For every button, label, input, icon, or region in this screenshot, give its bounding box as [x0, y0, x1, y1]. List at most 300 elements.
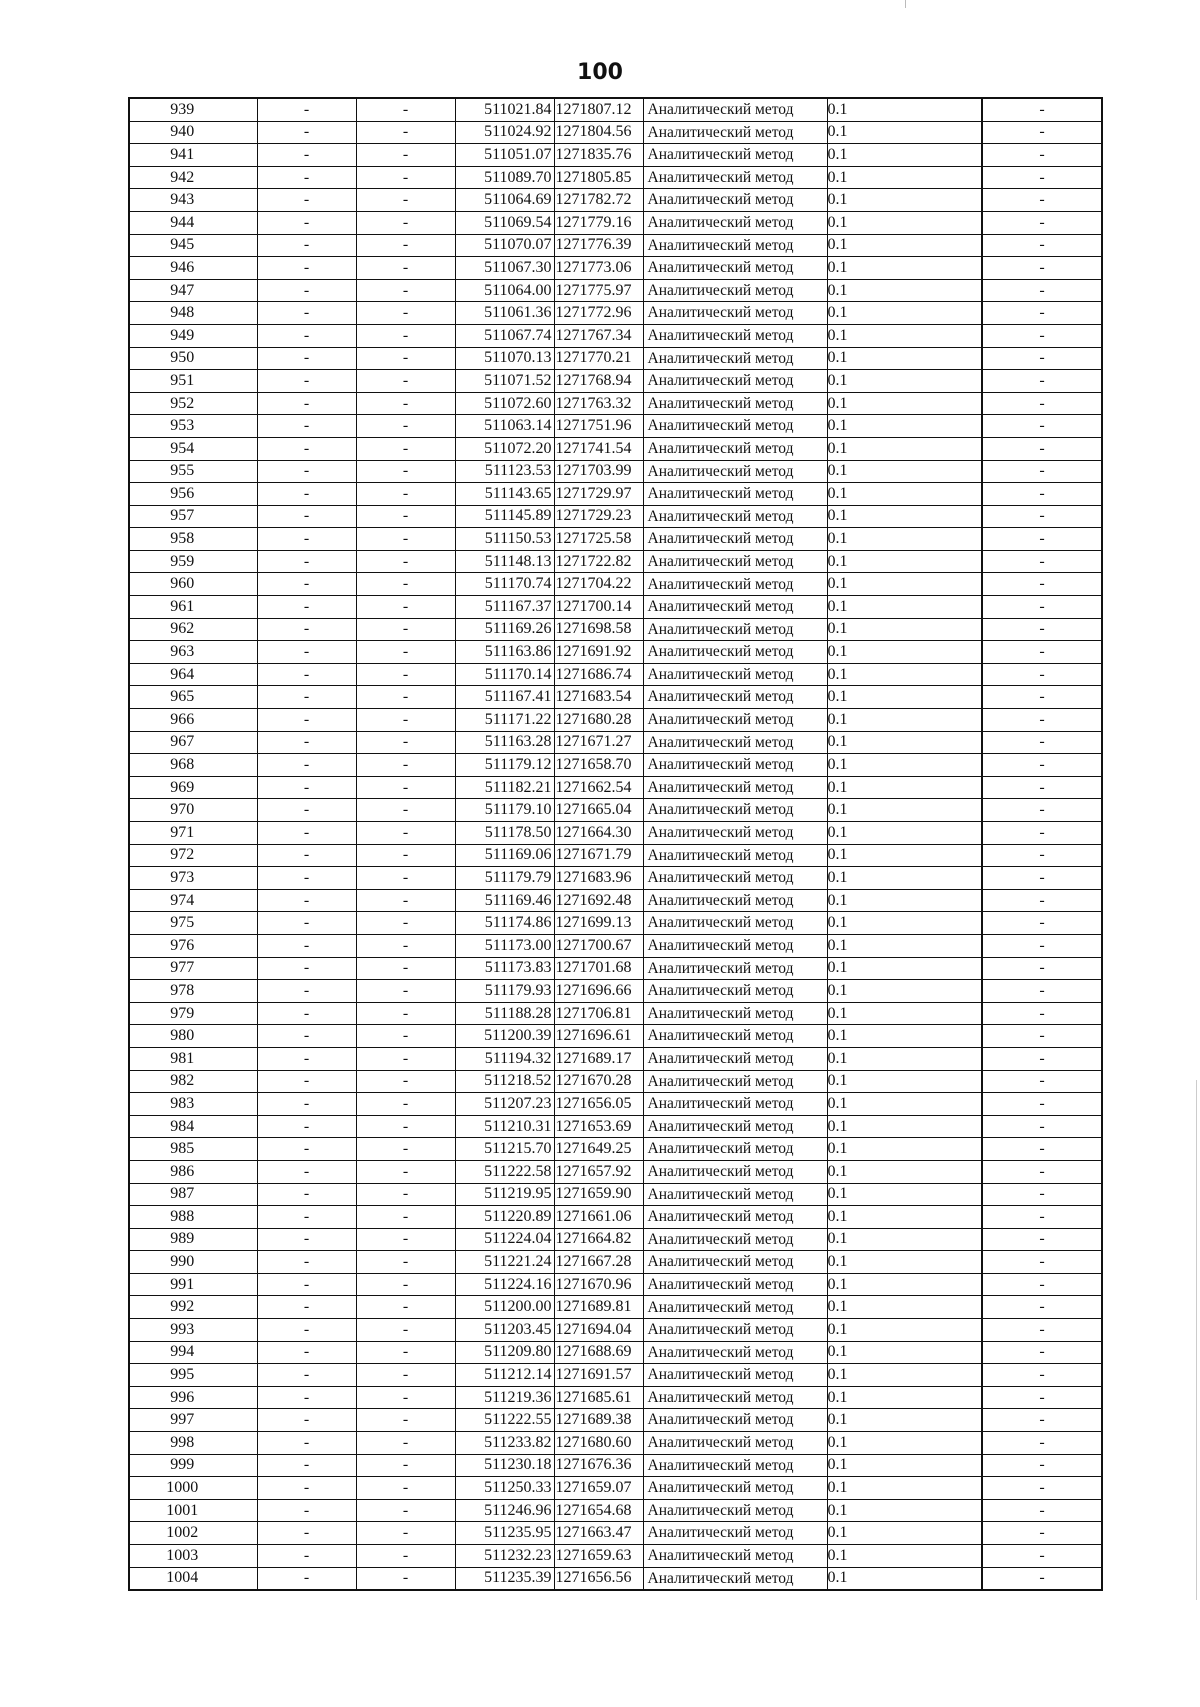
col-dash-1-cell: - [257, 1319, 356, 1342]
y-coordinate-cell: 1271700.14 [554, 596, 643, 619]
col-dash-2-cell: - [356, 799, 455, 822]
method-cell: Аналитический метод [643, 189, 827, 212]
table-row [129, 437, 1102, 460]
x-coordinate-cell: 511063.14 [455, 415, 554, 438]
accuracy-cell: 0.1 [827, 822, 982, 845]
col-dash-2-cell: - [356, 460, 455, 483]
y-coordinate-cell: 1271649.25 [554, 1138, 643, 1161]
col-dash-2-cell: - [356, 618, 455, 641]
x-coordinate-cell: 511179.10 [455, 799, 554, 822]
col-dash-3-cell: - [982, 1499, 1102, 1522]
x-coordinate-cell: 511188.28 [455, 1002, 554, 1025]
x-coordinate-cell: 511235.39 [455, 1567, 554, 1590]
col-dash-3-cell: - [982, 1160, 1102, 1183]
col-dash-2-cell: - [356, 1567, 455, 1590]
table-row [129, 279, 1102, 302]
col-dash-3-cell: - [982, 596, 1102, 619]
col-dash-2-cell: - [356, 415, 455, 438]
method-cell: Аналитический метод [643, 1002, 827, 1025]
col-dash-1-cell: - [257, 1296, 356, 1319]
col-dash-1-cell: - [257, 460, 356, 483]
point-number-cell: 953 [129, 415, 257, 438]
method-cell: Аналитический метод [643, 1228, 827, 1251]
col-dash-3-cell: - [982, 1138, 1102, 1161]
col-dash-1-cell: - [257, 1002, 356, 1025]
col-dash-2-cell: - [356, 1477, 455, 1500]
col-dash-2-cell: - [356, 211, 455, 234]
col-dash-2-cell: - [356, 1522, 455, 1545]
table-row [129, 844, 1102, 867]
x-coordinate-cell: 511235.95 [455, 1522, 554, 1545]
accuracy-cell: 0.1 [827, 980, 982, 1003]
col-dash-3-cell: - [982, 437, 1102, 460]
col-dash-2-cell: - [356, 528, 455, 551]
accuracy-cell: 0.1 [827, 596, 982, 619]
method-cell: Аналитический метод [643, 1160, 827, 1183]
col-dash-1-cell: - [257, 934, 356, 957]
accuracy-cell: 0.1 [827, 731, 982, 754]
col-dash-2-cell: - [356, 596, 455, 619]
col-dash-3-cell: - [982, 1002, 1102, 1025]
col-dash-3-cell: - [982, 166, 1102, 189]
x-coordinate-cell: 511182.21 [455, 776, 554, 799]
x-coordinate-cell: 511067.74 [455, 324, 554, 347]
col-dash-2-cell: - [356, 776, 455, 799]
x-coordinate-cell: 511069.54 [455, 211, 554, 234]
table-row [129, 1409, 1102, 1432]
x-coordinate-cell: 511220.89 [455, 1206, 554, 1229]
y-coordinate-cell: 1271779.16 [554, 211, 643, 234]
y-coordinate-cell: 1271680.28 [554, 709, 643, 732]
y-coordinate-cell: 1271804.56 [554, 121, 643, 144]
accuracy-cell: 0.1 [827, 550, 982, 573]
col-dash-3-cell: - [982, 550, 1102, 573]
accuracy-cell: 0.1 [827, 799, 982, 822]
table-row [129, 618, 1102, 641]
col-dash-2-cell: - [356, 234, 455, 257]
x-coordinate-cell: 511067.30 [455, 257, 554, 280]
accuracy-cell: 0.1 [827, 957, 982, 980]
accuracy-cell: 0.1 [827, 754, 982, 777]
col-dash-2-cell: - [356, 731, 455, 754]
col-dash-2-cell: - [356, 483, 455, 506]
col-dash-2-cell: - [356, 709, 455, 732]
col-dash-2-cell: - [356, 324, 455, 347]
col-dash-1-cell: - [257, 1409, 356, 1432]
col-dash-2-cell: - [356, 1228, 455, 1251]
point-number-cell: 962 [129, 618, 257, 641]
point-number-cell: 948 [129, 302, 257, 325]
col-dash-2-cell: - [356, 1115, 455, 1138]
method-cell: Аналитический метод [643, 121, 827, 144]
table-row [129, 1567, 1102, 1590]
col-dash-3-cell: - [982, 663, 1102, 686]
col-dash-2-cell: - [356, 1409, 455, 1432]
point-number-cell: 988 [129, 1206, 257, 1229]
accuracy-cell: 0.1 [827, 189, 982, 212]
col-dash-1-cell: - [257, 550, 356, 573]
col-dash-2-cell: - [356, 867, 455, 890]
x-coordinate-cell: 511218.52 [455, 1070, 554, 1093]
method-cell: Аналитический метод [643, 234, 827, 257]
col-dash-2-cell: - [356, 189, 455, 212]
y-coordinate-cell: 1271692.48 [554, 889, 643, 912]
method-cell: Аналитический метод [643, 302, 827, 325]
point-number-cell: 980 [129, 1025, 257, 1048]
col-dash-3-cell: - [982, 1432, 1102, 1455]
y-coordinate-cell: 1271654.68 [554, 1499, 643, 1522]
col-dash-2-cell: - [356, 1432, 455, 1455]
x-coordinate-cell: 511123.53 [455, 460, 554, 483]
col-dash-1-cell: - [257, 1273, 356, 1296]
table-row [129, 1070, 1102, 1093]
point-number-cell: 1000 [129, 1477, 257, 1500]
col-dash-3-cell: - [982, 573, 1102, 596]
accuracy-cell: 0.1 [827, 1364, 982, 1387]
y-coordinate-cell: 1271689.38 [554, 1409, 643, 1432]
accuracy-cell: 0.1 [827, 460, 982, 483]
method-cell: Аналитический метод [643, 1545, 827, 1568]
col-dash-2-cell: - [356, 1206, 455, 1229]
method-cell: Аналитический метод [643, 144, 827, 167]
y-coordinate-cell: 1271670.96 [554, 1273, 643, 1296]
col-dash-1-cell: - [257, 799, 356, 822]
accuracy-cell: 0.1 [827, 889, 982, 912]
col-dash-2-cell: - [356, 392, 455, 415]
method-cell: Аналитический метод [643, 1115, 827, 1138]
point-number-cell: 979 [129, 1002, 257, 1025]
col-dash-1-cell: - [257, 1025, 356, 1048]
col-dash-3-cell: - [982, 189, 1102, 212]
accuracy-cell: 0.1 [827, 1115, 982, 1138]
col-dash-2-cell: - [356, 370, 455, 393]
point-number-cell: 957 [129, 505, 257, 528]
table-row [129, 1047, 1102, 1070]
table-row [129, 709, 1102, 732]
method-cell: Аналитический метод [643, 324, 827, 347]
x-coordinate-cell: 511171.22 [455, 709, 554, 732]
point-number-cell: 946 [129, 257, 257, 280]
col-dash-1-cell: - [257, 279, 356, 302]
y-coordinate-cell: 1271671.79 [554, 844, 643, 867]
accuracy-cell: 0.1 [827, 1499, 982, 1522]
method-cell: Аналитический метод [643, 166, 827, 189]
col-dash-3-cell: - [982, 799, 1102, 822]
col-dash-2-cell: - [356, 889, 455, 912]
col-dash-3-cell: - [982, 957, 1102, 980]
y-coordinate-cell: 1271667.28 [554, 1251, 643, 1274]
y-coordinate-cell: 1271686.74 [554, 663, 643, 686]
accuracy-cell: 0.1 [827, 618, 982, 641]
method-cell: Аналитический метод [643, 1070, 827, 1093]
x-coordinate-cell: 511089.70 [455, 166, 554, 189]
method-cell: Аналитический метод [643, 1183, 827, 1206]
col-dash-3-cell: - [982, 279, 1102, 302]
method-cell: Аналитический метод [643, 957, 827, 980]
col-dash-2-cell: - [356, 754, 455, 777]
col-dash-3-cell: - [982, 1409, 1102, 1432]
col-dash-2-cell: - [356, 1183, 455, 1206]
col-dash-3-cell: - [982, 1477, 1102, 1500]
x-coordinate-cell: 511224.04 [455, 1228, 554, 1251]
table-row [129, 1273, 1102, 1296]
col-dash-1-cell: - [257, 234, 356, 257]
y-coordinate-cell: 1271664.82 [554, 1228, 643, 1251]
point-number-cell: 996 [129, 1386, 257, 1409]
method-cell: Аналитический метод [643, 279, 827, 302]
point-number-cell: 959 [129, 550, 257, 573]
table-row [129, 121, 1102, 144]
y-coordinate-cell: 1271696.66 [554, 980, 643, 1003]
table-row [129, 1386, 1102, 1409]
table-row [129, 889, 1102, 912]
table-row [129, 1296, 1102, 1319]
page-number: 100 [577, 60, 623, 85]
accuracy-cell: 0.1 [827, 934, 982, 957]
y-coordinate-cell: 1271706.81 [554, 1002, 643, 1025]
table-row [129, 460, 1102, 483]
accuracy-cell: 0.1 [827, 1341, 982, 1364]
method-cell: Аналитический метод [643, 1273, 827, 1296]
method-cell: Аналитический метод [643, 211, 827, 234]
y-coordinate-cell: 1271729.97 [554, 483, 643, 506]
x-coordinate-cell: 511163.28 [455, 731, 554, 754]
x-coordinate-cell: 511143.65 [455, 483, 554, 506]
method-cell: Аналитический метод [643, 528, 827, 551]
col-dash-1-cell: - [257, 1070, 356, 1093]
col-dash-1-cell: - [257, 822, 356, 845]
point-number-cell: 977 [129, 957, 257, 980]
point-number-cell: 997 [129, 1409, 257, 1432]
x-coordinate-cell: 511232.23 [455, 1545, 554, 1568]
point-number-cell: 993 [129, 1319, 257, 1342]
point-number-cell: 960 [129, 573, 257, 596]
col-dash-1-cell: - [257, 596, 356, 619]
x-coordinate-cell: 511150.53 [455, 528, 554, 551]
col-dash-2-cell: - [356, 686, 455, 709]
scan-artifact-top [905, 0, 906, 8]
accuracy-cell: 0.1 [827, 234, 982, 257]
col-dash-3-cell: - [982, 1115, 1102, 1138]
col-dash-1-cell: - [257, 324, 356, 347]
table-row [129, 663, 1102, 686]
point-number-cell: 965 [129, 686, 257, 709]
col-dash-1-cell: - [257, 415, 356, 438]
col-dash-2-cell: - [356, 144, 455, 167]
method-cell: Аналитический метод [643, 1567, 827, 1590]
method-cell: Аналитический метод [643, 1364, 827, 1387]
point-number-cell: 952 [129, 392, 257, 415]
point-number-cell: 947 [129, 279, 257, 302]
x-coordinate-cell: 511071.52 [455, 370, 554, 393]
col-dash-2-cell: - [356, 437, 455, 460]
col-dash-2-cell: - [356, 641, 455, 664]
y-coordinate-cell: 1271763.32 [554, 392, 643, 415]
point-number-cell: 942 [129, 166, 257, 189]
method-cell: Аналитический метод [643, 1386, 827, 1409]
point-number-cell: 982 [129, 1070, 257, 1093]
col-dash-1-cell: - [257, 347, 356, 370]
accuracy-cell: 0.1 [827, 1567, 982, 1590]
col-dash-3-cell: - [982, 867, 1102, 890]
col-dash-1-cell: - [257, 867, 356, 890]
table-row [129, 912, 1102, 935]
x-coordinate-cell: 511219.36 [455, 1386, 554, 1409]
col-dash-2-cell: - [356, 1319, 455, 1342]
accuracy-cell: 0.1 [827, 437, 982, 460]
col-dash-3-cell: - [982, 1025, 1102, 1048]
table-row [129, 1522, 1102, 1545]
x-coordinate-cell: 511207.23 [455, 1093, 554, 1116]
accuracy-cell: 0.1 [827, 912, 982, 935]
method-cell: Аналитический метод [643, 709, 827, 732]
point-number-cell: 974 [129, 889, 257, 912]
accuracy-cell: 0.1 [827, 1093, 982, 1116]
y-coordinate-cell: 1271665.04 [554, 799, 643, 822]
accuracy-cell: 0.1 [827, 211, 982, 234]
y-coordinate-cell: 1271658.70 [554, 754, 643, 777]
col-dash-1-cell: - [257, 257, 356, 280]
accuracy-cell: 0.1 [827, 867, 982, 890]
col-dash-1-cell: - [257, 618, 356, 641]
col-dash-1-cell: - [257, 980, 356, 1003]
col-dash-1-cell: - [257, 641, 356, 664]
point-number-cell: 951 [129, 370, 257, 393]
accuracy-cell: 0.1 [827, 302, 982, 325]
point-number-cell: 983 [129, 1093, 257, 1116]
col-dash-1-cell: - [257, 166, 356, 189]
y-coordinate-cell: 1271656.56 [554, 1567, 643, 1590]
col-dash-2-cell: - [356, 1386, 455, 1409]
table-body [129, 98, 1102, 1590]
col-dash-3-cell: - [982, 1093, 1102, 1116]
accuracy-cell: 0.1 [827, 1409, 982, 1432]
table-row [129, 980, 1102, 1003]
method-cell: Аналитический метод [643, 1432, 827, 1455]
scan-artifact-right-edge [1196, 1080, 1197, 1600]
x-coordinate-cell: 511170.14 [455, 663, 554, 686]
point-number-cell: 975 [129, 912, 257, 935]
col-dash-3-cell: - [982, 980, 1102, 1003]
col-dash-2-cell: - [356, 257, 455, 280]
col-dash-3-cell: - [982, 1047, 1102, 1070]
x-coordinate-cell: 511170.74 [455, 573, 554, 596]
y-coordinate-cell: 1271699.13 [554, 912, 643, 935]
x-coordinate-cell: 511224.16 [455, 1273, 554, 1296]
point-number-cell: 999 [129, 1454, 257, 1477]
col-dash-3-cell: - [982, 1251, 1102, 1274]
table-row [129, 1477, 1102, 1500]
accuracy-cell: 0.1 [827, 505, 982, 528]
method-cell: Аналитический метод [643, 460, 827, 483]
point-number-cell: 971 [129, 822, 257, 845]
col-dash-3-cell: - [982, 731, 1102, 754]
y-coordinate-cell: 1271691.57 [554, 1364, 643, 1387]
col-dash-2-cell: - [356, 934, 455, 957]
col-dash-1-cell: - [257, 573, 356, 596]
col-dash-2-cell: - [356, 1002, 455, 1025]
col-dash-3-cell: - [982, 776, 1102, 799]
col-dash-2-cell: - [356, 279, 455, 302]
point-number-cell: 994 [129, 1341, 257, 1364]
x-coordinate-cell: 511250.33 [455, 1477, 554, 1500]
col-dash-1-cell: - [257, 1432, 356, 1455]
table-row [129, 1432, 1102, 1455]
y-coordinate-cell: 1271767.34 [554, 324, 643, 347]
col-dash-2-cell: - [356, 1025, 455, 1048]
col-dash-1-cell: - [257, 776, 356, 799]
x-coordinate-cell: 511200.39 [455, 1025, 554, 1048]
col-dash-3-cell: - [982, 1070, 1102, 1093]
accuracy-cell: 0.1 [827, 98, 982, 121]
point-number-cell: 949 [129, 324, 257, 347]
accuracy-cell: 0.1 [827, 1386, 982, 1409]
method-cell: Аналитический метод [643, 415, 827, 438]
point-number-cell: 958 [129, 528, 257, 551]
col-dash-3-cell: - [982, 505, 1102, 528]
accuracy-cell: 0.1 [827, 709, 982, 732]
method-cell: Аналитический метод [643, 1454, 827, 1477]
accuracy-cell: 0.1 [827, 663, 982, 686]
point-number-cell: 943 [129, 189, 257, 212]
y-coordinate-cell: 1271725.58 [554, 528, 643, 551]
x-coordinate-cell: 511222.58 [455, 1160, 554, 1183]
point-number-cell: 1002 [129, 1522, 257, 1545]
col-dash-2-cell: - [356, 1160, 455, 1183]
col-dash-3-cell: - [982, 1319, 1102, 1342]
point-number-cell: 968 [129, 754, 257, 777]
table-row [129, 596, 1102, 619]
accuracy-cell: 0.1 [827, 1047, 982, 1070]
y-coordinate-cell: 1271775.97 [554, 279, 643, 302]
y-coordinate-cell: 1271722.82 [554, 550, 643, 573]
col-dash-1-cell: - [257, 528, 356, 551]
col-dash-1-cell: - [257, 1522, 356, 1545]
y-coordinate-cell: 1271773.06 [554, 257, 643, 280]
method-cell: Аналитический метод [643, 1522, 827, 1545]
method-cell: Аналитический метод [643, 1477, 827, 1500]
method-cell: Аналитический метод [643, 844, 827, 867]
method-cell: Аналитический метод [643, 550, 827, 573]
method-cell: Аналитический метод [643, 754, 827, 777]
table-row [129, 1093, 1102, 1116]
accuracy-cell: 0.1 [827, 641, 982, 664]
accuracy-cell: 0.1 [827, 1070, 982, 1093]
col-dash-3-cell: - [982, 754, 1102, 777]
table-row [129, 822, 1102, 845]
point-number-cell: 941 [129, 144, 257, 167]
method-cell: Аналитический метод [643, 98, 827, 121]
col-dash-3-cell: - [982, 370, 1102, 393]
point-number-cell: 961 [129, 596, 257, 619]
y-coordinate-cell: 1271703.99 [554, 460, 643, 483]
point-number-cell: 956 [129, 483, 257, 506]
y-coordinate-cell: 1271676.36 [554, 1454, 643, 1477]
table-row [129, 1251, 1102, 1274]
y-coordinate-cell: 1271770.21 [554, 347, 643, 370]
col-dash-1-cell: - [257, 392, 356, 415]
table-row [129, 1454, 1102, 1477]
col-dash-1-cell: - [257, 1454, 356, 1477]
y-coordinate-cell: 1271657.92 [554, 1160, 643, 1183]
y-coordinate-cell: 1271701.68 [554, 957, 643, 980]
col-dash-1-cell: - [257, 1183, 356, 1206]
col-dash-3-cell: - [982, 686, 1102, 709]
accuracy-cell: 0.1 [827, 279, 982, 302]
point-number-cell: 944 [129, 211, 257, 234]
method-cell: Аналитический метод [643, 1138, 827, 1161]
col-dash-3-cell: - [982, 1454, 1102, 1477]
